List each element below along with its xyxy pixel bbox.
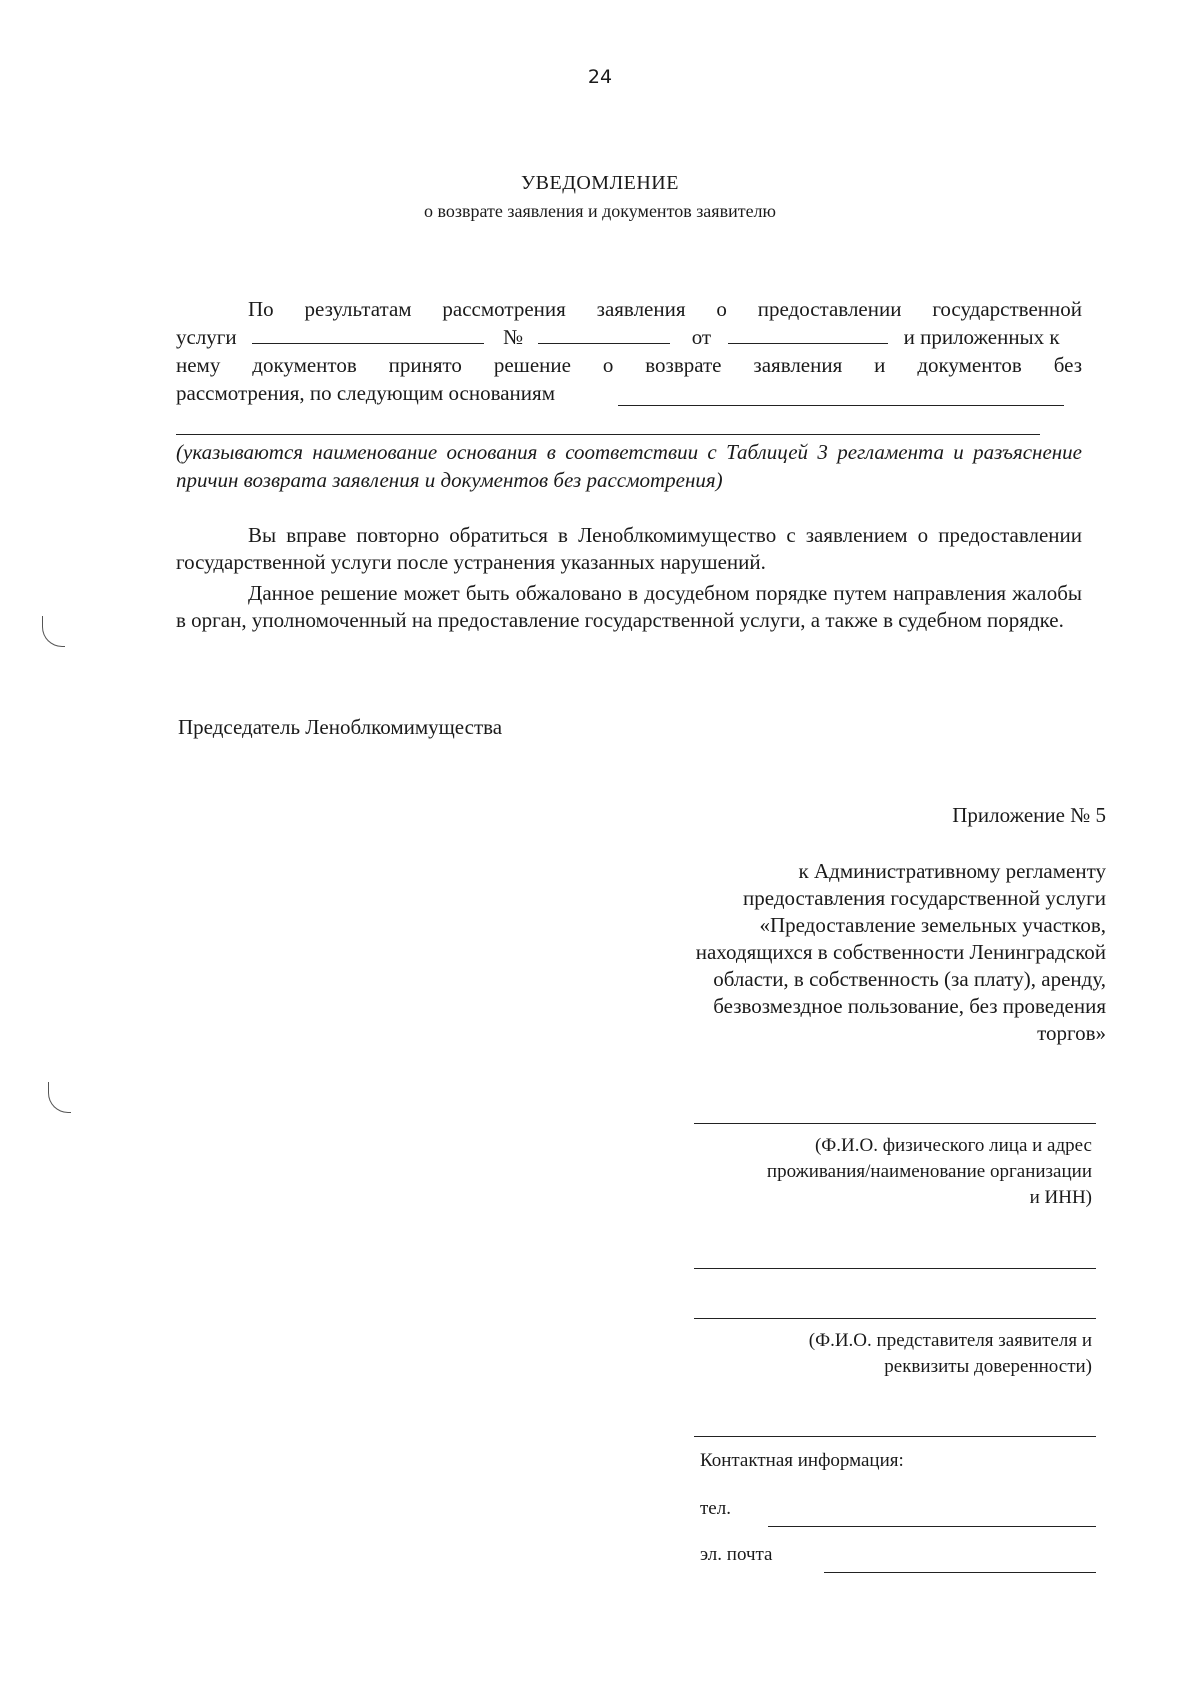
blank-service-name[interactable] — [252, 343, 484, 344]
grounds-note: (указываются наименование основания в соответствии с Таблицей 3 регламента и разъяснение причин возврата заявления и документов без рассмотрения) — [176, 440, 1082, 492]
representative-caption-line: реквизиты доверенности) — [884, 1356, 1092, 1377]
phone-field[interactable] — [768, 1526, 1096, 1527]
appendix-line: к Административному регламенту — [798, 859, 1106, 883]
paragraph-1-line-2 — [176, 324, 1082, 350]
notice-subtitle: о возврате заявления и документов заявителю — [423, 201, 776, 221]
blank-application-number[interactable] — [538, 343, 670, 344]
attached-text: и приложенных к — [903, 325, 1060, 349]
representative-caption-line: (Ф.И.О. представителя заявителя и — [808, 1330, 1092, 1351]
applicant-line[interactable] — [694, 1123, 1096, 1124]
appendix-heading: Приложение № 5 — [952, 803, 1106, 827]
contact-label: Контактная информация: — [700, 1450, 904, 1471]
notice-title: УВЕДОМЛЕНИЕ — [521, 172, 679, 194]
representative-line[interactable] — [694, 1318, 1096, 1319]
phone-label: тел. — [700, 1498, 731, 1519]
applicant-caption-line: и ИНН) — [1029, 1187, 1092, 1208]
email-field[interactable] — [824, 1572, 1096, 1573]
representative-caption — [672, 1328, 1092, 1380]
blank-grounds-line-1[interactable] — [618, 405, 1064, 406]
binder-hole-mark — [48, 1082, 71, 1113]
appendix-line: области, в собственность (за плату), аренду, — [713, 967, 1106, 991]
appendix-block — [546, 858, 1106, 1047]
appendix-line: «Предоставление земельных участков, — [759, 913, 1106, 937]
appendix-line: торгов» — [1037, 1021, 1106, 1045]
paragraph-1-line-3: нему документов принято решение о возврате заявления и документов без — [176, 353, 1082, 377]
applicant-caption-line: проживания/наименование организации — [766, 1161, 1092, 1182]
paragraph-1-line-4: рассмотрения, по следующим основаниям — [176, 381, 555, 405]
page-number: 24 — [587, 66, 613, 88]
appendix-line: безвозмездное пользование, без проведения — [713, 994, 1106, 1018]
contact-top-line[interactable] — [694, 1436, 1096, 1437]
paragraph-1-line-1: По результатам рассмотрения заявления о предоставлении государственной — [248, 297, 1082, 321]
word-ot: от — [691, 325, 712, 349]
binder-hole-mark — [42, 616, 65, 647]
number-sign: № — [503, 325, 524, 349]
appendix-line: предоставления государственной услуги — [743, 886, 1106, 910]
applicant-caption — [672, 1133, 1092, 1211]
signature-title: Председатель Леноблкомимущества — [178, 715, 503, 739]
email-label: эл. почта — [700, 1544, 773, 1565]
appendix-line: находящихся в собственности Ленинградской — [695, 940, 1106, 964]
paragraph-2: Вы вправе повторно обратиться в Леноблкомимущество с заявлением о предоставлении государственной услуги после устранения указанных нарушений. — [176, 523, 1082, 574]
applicant-caption-line: (Ф.И.О. физического лица и адрес — [814, 1135, 1092, 1156]
word-uslugi: услуги — [176, 325, 237, 349]
blank-application-date[interactable] — [728, 343, 888, 344]
blank-grounds-line-2[interactable] — [176, 434, 1040, 435]
applicant-extra-line[interactable] — [694, 1268, 1096, 1269]
paragraph-3: Данное решение может быть обжаловано в досудебном порядке путем направления жалобы в орган, уполномоченный на предоставление государственной услуги, а также в судебном порядке. — [176, 581, 1082, 632]
